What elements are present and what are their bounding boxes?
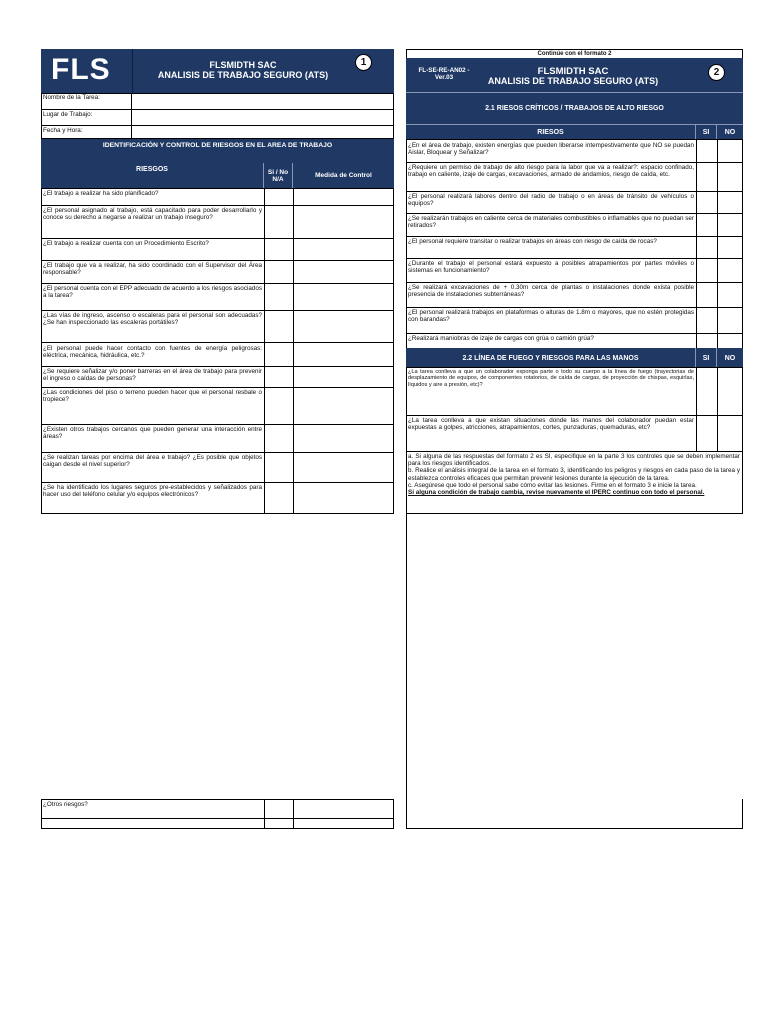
- workplace-field[interactable]: [131, 109, 394, 126]
- instructions-block: [406, 451, 743, 514]
- left-measure-cell[interactable]: [293, 482, 394, 514]
- right-question-row: ¿Realizará maniobras de izaje de cargas con grúa o camión grúa?: [406, 333, 697, 349]
- left-question-row: ¿El personal asignado al trabajo, está capacitado para poder desarrollarlo y conoce su derecho a negarse a realizar un trabajo inseguro?: [41, 205, 265, 239]
- right-question-row: ¿En el área de trabajo, existen energías que pueden liberarse intempestivamente que NO se puedan Aislar, Bloquear y Señalizar?: [406, 139, 697, 163]
- right-question-row: ¿El personal realizará labores dentro del radio de trabajo o en áreas de tránsito de vehículos o equipos?: [406, 191, 697, 214]
- left-question-row: ¿Se requiere señalizar y/o poner barreras en el área de trabajo para prevenir el ingreso o caídas de personas?: [41, 366, 265, 388]
- answer-no-cell[interactable]: [717, 213, 743, 237]
- left-question-row: ¿El trabajo que va a realizar, ha sido coordinado con el Supervisor del Área responsable?: [41, 260, 265, 284]
- answer-si-cell[interactable]: [696, 282, 718, 308]
- form-code: FL-SE-RE-AN02 - Ver.03: [418, 67, 470, 81]
- left-answer-cell[interactable]: [264, 238, 294, 261]
- left-question-row: ¿El personal puede hacer contacto con fuentes de energía peligrosas: eléctrica, mecánica, hidráulica, etc.?: [41, 342, 265, 367]
- left-question-row: ¿Se realizan tareas por encima del área e trabajo? ¿Es posible que objetos caigan desde el nivel superior?: [41, 452, 265, 483]
- answer-no-cell[interactable]: [717, 236, 743, 259]
- right-company: FLSMIDTH SAC: [537, 66, 609, 77]
- left-company: FLSMIDTH SAC: [209, 60, 277, 70]
- left-col-measure: Medida de Control: [293, 163, 394, 188]
- left-measure-cell[interactable]: [293, 452, 394, 483]
- left-question-row: ¿Las condiciones del piso o terreno pueden hacer que el personal resbale o tropiece?: [41, 387, 265, 425]
- left-question-row: ¿Se ha identificado los lugares seguros pre-establecidos y señalizados para hacer uso del teléfono celular y/o equipos electrónicos?: [41, 482, 265, 514]
- instruction-final-note: Si alguna condición de trabajo cambia, revise nuevamente el IPERC continuo con todo el personal.: [408, 489, 705, 497]
- answer-no-cell[interactable]: [717, 282, 743, 308]
- left-answer-cell[interactable]: [264, 452, 294, 483]
- answer-si-cell[interactable]: [696, 367, 718, 416]
- task-name-label: Nombre de la Tarea:: [41, 93, 132, 110]
- task-name-field[interactable]: [131, 93, 394, 110]
- right-question-row: ¿La tarea conlleva a que existan situaciones donde las manos del colaborador puedan estar expuestas a golpes, atricciones, atrapamientos, cortes, punzaduras, quemaduras, etc?: [406, 415, 697, 452]
- left-measure-cell[interactable]: [293, 342, 394, 367]
- left-answer-cell[interactable]: [264, 260, 294, 284]
- left-measure-cell[interactable]: [293, 387, 394, 425]
- answer-no-cell[interactable]: [717, 162, 743, 192]
- right-question-row: ¿Requiere un permiso de trabajo de alto riesgo para la labor que va a realizar?: espacio confinado, trabajo en caliente, izaje de cargas, excavaciones, armado de andamios, riesgo de caída, etc.: [406, 162, 697, 192]
- answer-si-cell[interactable]: [696, 415, 718, 452]
- answer-no-cell[interactable]: [717, 191, 743, 214]
- instruction-c: c. Asegúrese que todo el personal sabe cómo evitar las lesiones. Firme en el formato 3 e inicie la tarea.: [408, 481, 697, 489]
- answer-si-cell[interactable]: [696, 236, 718, 259]
- section2-col-si: SI: [696, 348, 717, 368]
- left-question-row: ¿El trabajo a realizar ha sido planificado?: [41, 188, 265, 206]
- other-risks-extra-measure[interactable]: [293, 818, 394, 829]
- left-answer-cell[interactable]: [264, 283, 294, 311]
- left-answer-cell[interactable]: [264, 188, 294, 206]
- right-question-row: ¿Se realizarán trabajos en caliente cerca de materiales combustibles o inflamables que no puedan ser retirados?: [406, 213, 697, 237]
- left-answer-cell[interactable]: [264, 205, 294, 239]
- right-question-row: ¿La tarea conlleva a que un colaborador exponga parte o todo su cuerpo a la línea de fuego (trayectorias de desplazamiento de equipos, de componentes rotatorios, de caída de cargas, de proyección de chispas, esquirlas, líquidos y aire a presión, etc)?: [406, 367, 697, 416]
- right-col-no: NO: [717, 124, 743, 139]
- left-col-risks: RIESGOS: [41, 163, 264, 188]
- answer-no-cell[interactable]: [717, 307, 743, 334]
- right-col-si: SI: [696, 124, 717, 139]
- left-measure-cell[interactable]: [293, 310, 394, 343]
- left-header: [41, 49, 394, 93]
- other-risks-answer[interactable]: [264, 799, 294, 819]
- right-question-row: ¿El personal requiere transitar o realizar trabajos en áreas con riesgo de caída de rocas?: [406, 236, 697, 259]
- left-answer-cell[interactable]: [264, 424, 294, 453]
- instruction-b: b. Realice el análisis integral de la tarea en el formato 3, identificando los peligros y riesgos en cada paso de la tarea y establezca controles eficaces que permitan prevenir lesiones durante la ejecución de la tarea.: [408, 467, 740, 482]
- date-time-field[interactable]: [131, 125, 394, 139]
- right-header: [406, 58, 743, 92]
- answer-no-cell[interactable]: [717, 415, 743, 452]
- section1-title: 2.1 RIESOS CRÍTICOS / TRABAJOS DE ALTO RIESGO: [406, 92, 743, 124]
- left-question-row: ¿Existen otros trabajos cercanos que pueden generar una interacción entre áreas?: [41, 424, 265, 453]
- answer-si-cell[interactable]: [696, 258, 718, 283]
- answer-si-cell[interactable]: [696, 307, 718, 334]
- left-answer-cell[interactable]: [264, 342, 294, 367]
- answer-no-cell[interactable]: [717, 139, 743, 163]
- left-col-yesno: Si / No N/A: [264, 163, 293, 188]
- left-measure-cell[interactable]: [293, 283, 394, 311]
- answer-si-cell[interactable]: [696, 213, 718, 237]
- left-question-row: ¿Las vías de ingreso, ascenso o escaleras para el personal son adecuadas? ¿Se han inspeccionado las escaleras portátiles?: [41, 310, 265, 343]
- left-section-title: IDENTIFICACIÓN Y CONTROL DE RIESGOS EN EL AREA DE TRABAJO: [41, 139, 394, 163]
- left-measure-cell[interactable]: [293, 238, 394, 261]
- answer-si-cell[interactable]: [696, 162, 718, 192]
- left-measure-cell[interactable]: [293, 260, 394, 284]
- left-form-title: ANALISIS DE TRABAJO SEGURO (ATS): [157, 70, 329, 80]
- left-answer-cell[interactable]: [264, 482, 294, 514]
- workplace-label: Lugar de Trabajo:: [41, 109, 132, 126]
- left-answer-cell[interactable]: [264, 387, 294, 425]
- other-risks-extra[interactable]: [41, 818, 265, 829]
- answer-no-cell[interactable]: [717, 258, 743, 283]
- right-question-row: ¿El personal realizará trabajos en plataformas o alturas de 1.8m o mayores, que no estén protegidas con barandas?: [406, 307, 697, 334]
- page-number-badge-2: 2: [708, 64, 725, 81]
- right-question-row: ¿Durante el trabajo el personal estará expuesto a posibles atrapamientos por partes móviles o sistemas en funcionamiento?: [406, 258, 697, 283]
- instruction-a: a. Si alguna de las respuestas del formato 2 es SI, especifique en la parte 3 los controles que se deben implementar para los riesgos identificados.: [408, 453, 740, 468]
- left-question-row: ¿El trabajo a realizar cuenta con un Procedimiento Escrito?: [41, 238, 265, 261]
- right-bottom-block: [406, 799, 743, 829]
- answer-si-cell[interactable]: [696, 191, 718, 214]
- other-risks-extra-answer[interactable]: [264, 818, 294, 829]
- other-risks-label: ¿Otros riesgos?: [41, 799, 265, 819]
- answer-no-cell[interactable]: [717, 333, 743, 349]
- section2-title: 2.2 LÍNEA DE FUEGO Y RIESGOS PARA LAS MANOS: [406, 348, 696, 368]
- left-measure-cell[interactable]: [293, 366, 394, 388]
- right-col-risks: RIESOS: [406, 124, 696, 139]
- right-form-title: ANALISIS DE TRABAJO SEGURO (ATS): [487, 76, 659, 86]
- answer-no-cell[interactable]: [717, 367, 743, 416]
- fls-logo: FLS: [51, 53, 111, 86]
- left-answer-cell[interactable]: [264, 310, 294, 343]
- right-question-row: ¿Se realizará excavaciones de + 0.30m cerca de plantas o instalaciones donde exista posible presencia de instalaciones subterráneas?: [406, 282, 697, 308]
- section2-col-no: NO: [717, 348, 743, 368]
- answer-si-cell[interactable]: [696, 139, 718, 163]
- answer-si-cell[interactable]: [696, 333, 718, 349]
- date-time-label: Fecha y Hora:: [41, 125, 132, 139]
- other-risks-measure[interactable]: [293, 799, 394, 819]
- left-measure-cell[interactable]: [293, 188, 394, 206]
- left-answer-cell[interactable]: [264, 366, 294, 388]
- continue-note: Continúe con el formato 2: [406, 49, 743, 59]
- left-measure-cell[interactable]: [293, 205, 394, 239]
- page-number-badge: 1: [355, 54, 372, 71]
- left-question-row: ¿El personal cuenta con el EPP adecuado de acuerdo a los riesgos asociados a la tarea?: [41, 283, 265, 311]
- left-measure-cell[interactable]: [293, 424, 394, 453]
